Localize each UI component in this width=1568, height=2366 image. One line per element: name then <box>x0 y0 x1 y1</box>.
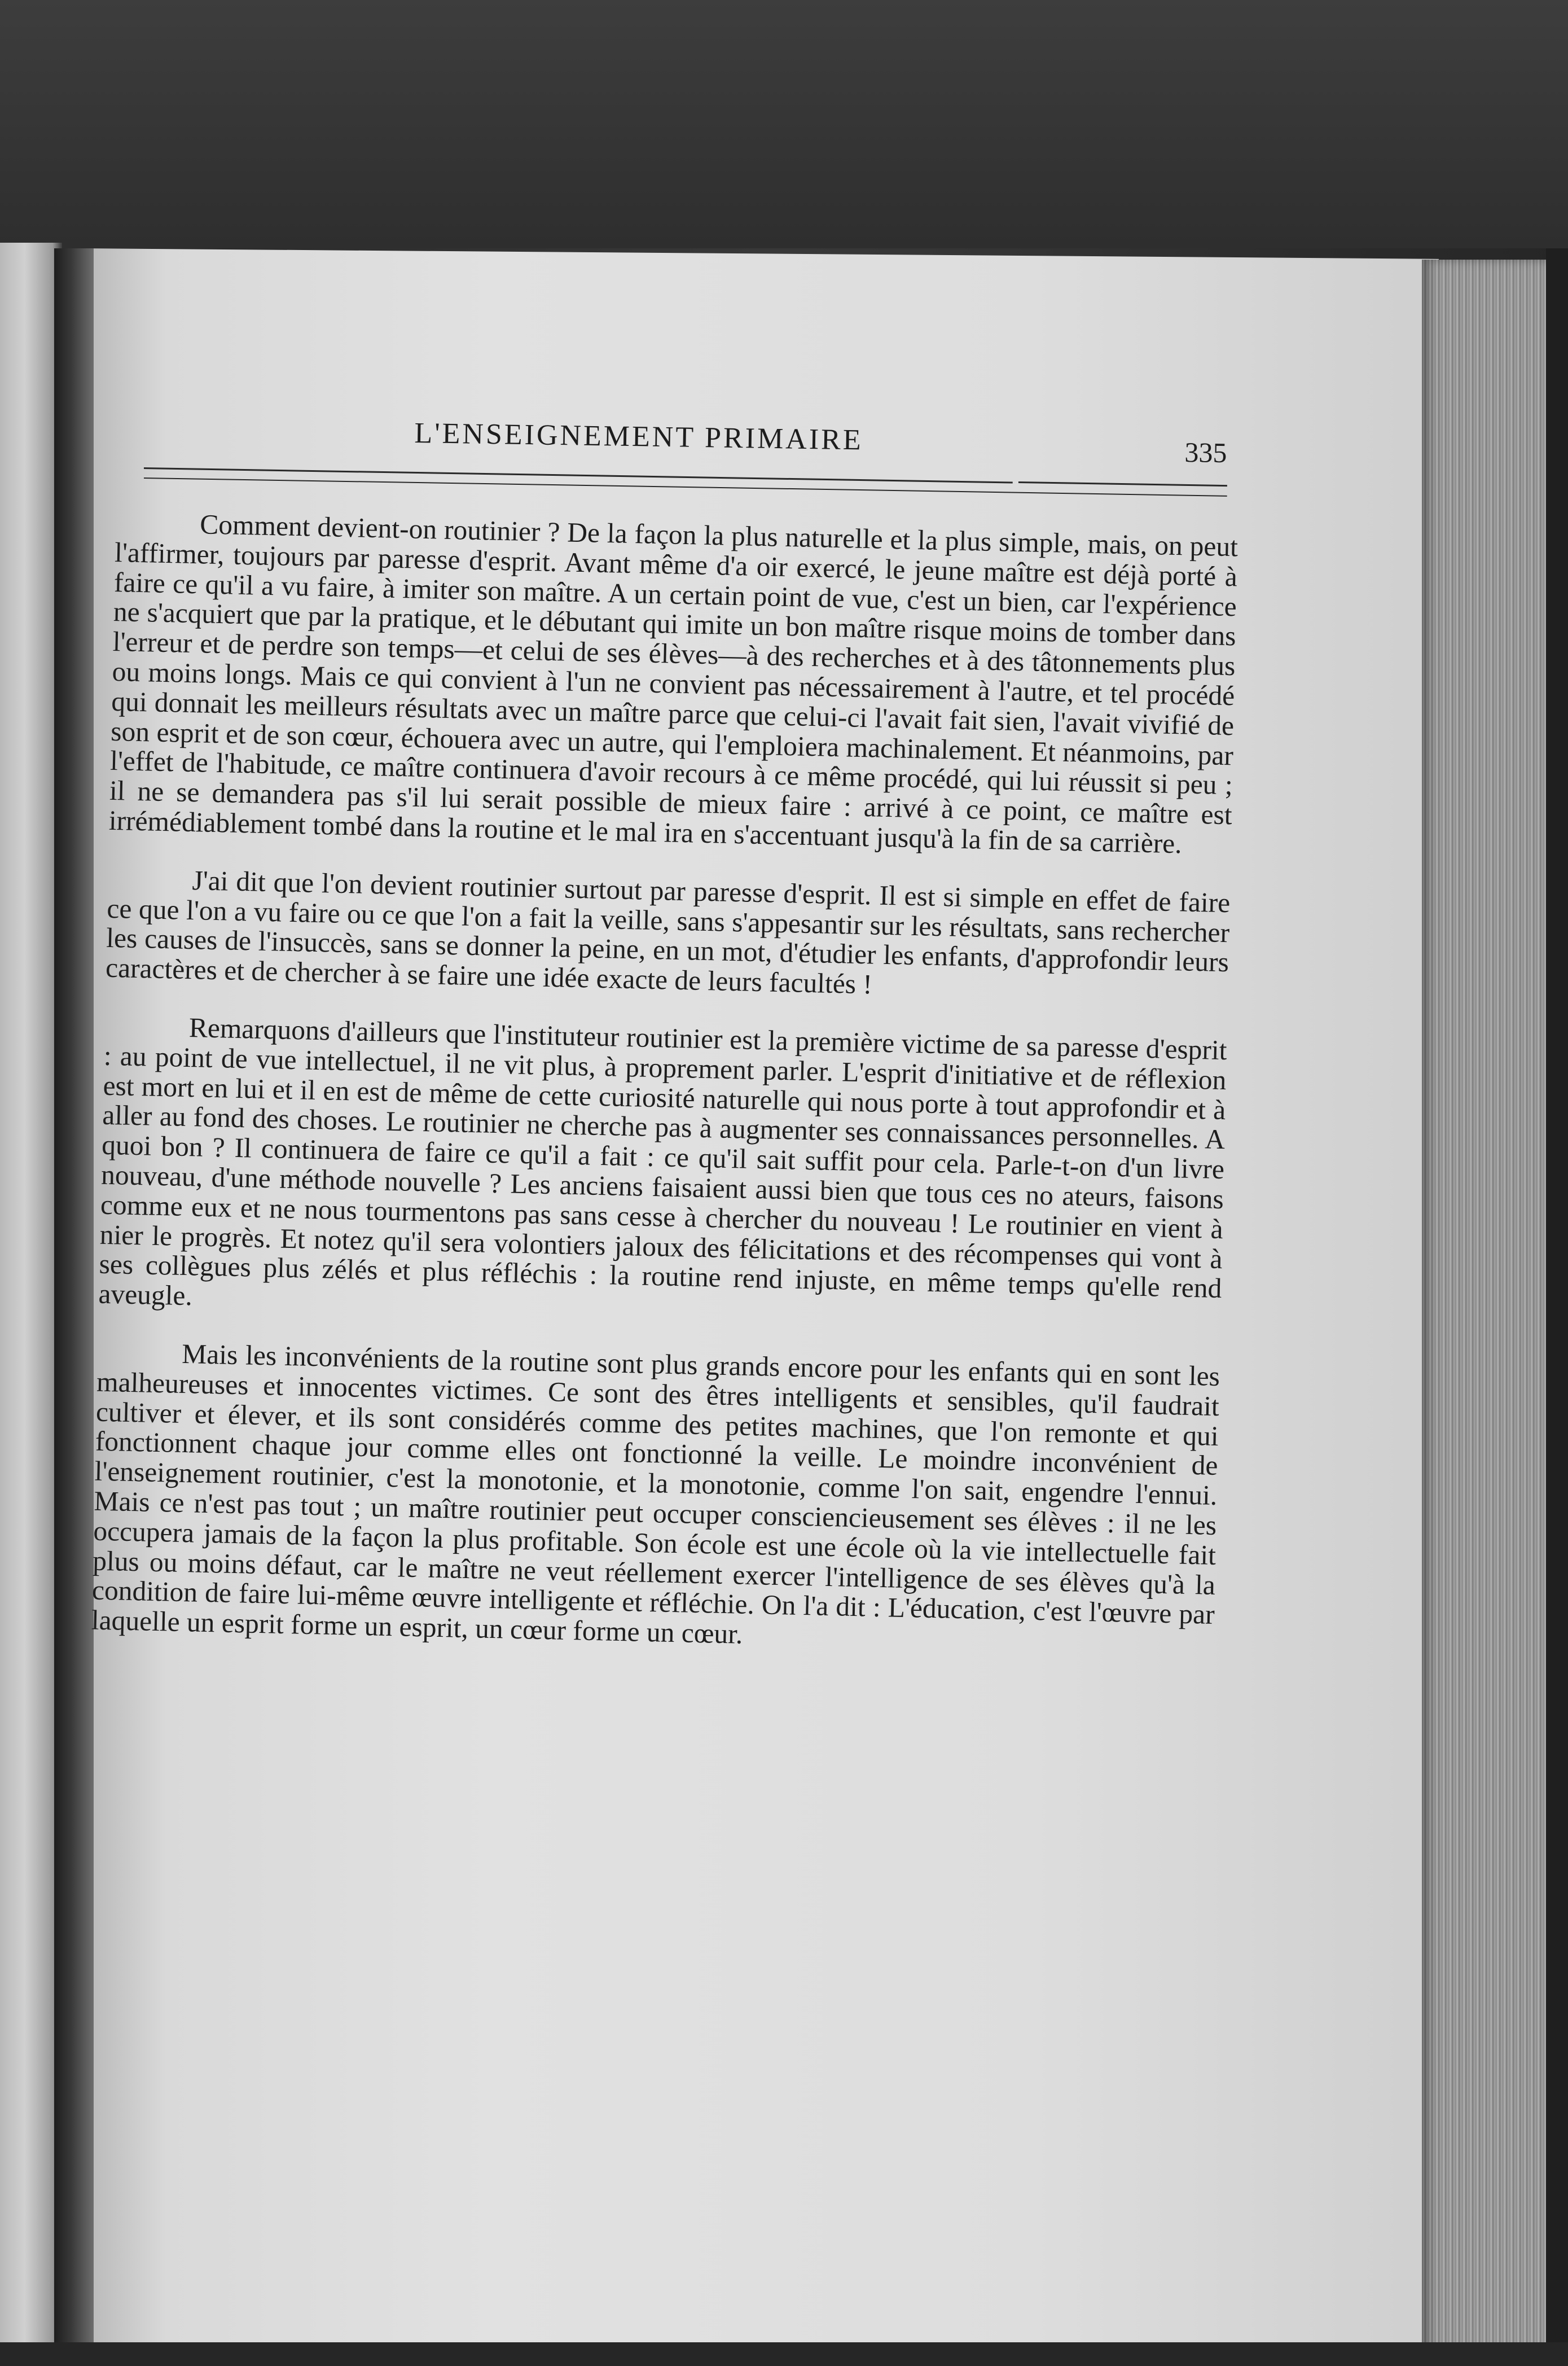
left-facing-page-edge <box>0 243 62 2366</box>
bottom-background-strip <box>0 2342 1568 2366</box>
paragraph-children-victims: Mais les inconvénients de la routine sont plus grands encore pour les enfants qui en sont les malheureuses et innocentes victimes. Ce sont des êtres intelligents et sensibles, qu'il faudrait cultiver et élever, et ils sont considérés comme des petites machines, que l'on remonte et qui fonctionnent chaque jour comme elles ont fonctionné la veille. Le moindre inconvénient de l'enseignement routinier, c'est la monotonie, et la monotonie, comme l'on sait, engendre l'ennui. Mais ce n'est pas tout ; un maître routinier peut occuper consciencieusement ses élèves : il ne les occupera jamais de la façon la plus profitable. Son école est une école où la vie intellectuelle fait plus ou moins défaut, car le maître ne veut réellement exercer l'intelligence de ses élèves qu'à la condition de faire lui-même œuvre intelligente et réfléchie. On l'a dit : L'éducation, c'est l'œuvre par laquelle un esprit forme un esprit, un cœur forme un cœur. <box>91 1338 1220 1650</box>
book-binding-gutter <box>54 248 94 2366</box>
page-body-text <box>91 508 1238 1660</box>
page-number: 335 <box>1184 436 1227 469</box>
right-background-strip <box>1546 248 1568 2366</box>
background-top <box>0 0 1568 248</box>
paragraph-laziness: J'ai dit que l'on devient routinier surtout par paresse d'esprit. Il est si simple en effet de faire ce que l'on a vu faire ou ce que l'on a fait la veille, sans s'appesantir sur les résultats, sans rechercher les causes de l'insuccès, sans se donner la peine, en un mot, d'étudier les enfants, d'approfondir leurs caractères et de chercher à se faire une idée exacte de leurs facultés ! <box>105 864 1231 1000</box>
paragraph-routine-origin: Comment devient-on routinier ? De la façon la plus naturelle et la plus simple, mais, on peut l'affirmer, toujours par paresse d'esprit. Avant même d'a oir exercé, le jeune maître est déjà porté à faire ce qu'il a vu faire, à imiter son maître. A un certain point de vue, c'est un bien, car l'expérience ne s'acquiert que par la pratique, et le débutant qui imite un bon maître risque moins de tomber dans l'erreur et de perdre son temps—et celui de ses élèves—à des recherches et à des tâtonnements plus ou moins longs. Mais ce qui convient à l'un ne convient pas nécessairement à l'autre, et tel procédé qui donnait les meilleurs résultats avec un maître parce que celui-ci l'avait fait sien, l'avait vivifié de son esprit et de son cœur, échouera avec un autre, qui l'emploiera machinalement. Et néanmoins, par l'effet de l'habitude, ce maître continuera d'avoir recours à ce même procédé, qui lui réussit si peu ; il ne se demandera pas s'il lui serait possible de mieux faire : arrivé à ce point, ce maître est irrémédiablement tombé dans la routine et le mal ira en s'accentuant jusqu'à la fin de sa carrière. <box>108 509 1238 860</box>
running-title: L'ENSEIGNEMENT PRIMAIRE <box>414 417 864 457</box>
paragraph-teacher-victim: Remarquons d'ailleurs que l'instituteur routinier est la première victime de sa paresse d'esprit : au point de vue intellectuel, il ne vit plus, à proprement parler. L'esprit d'initiative et de réflexion est mort en lui et il en est de même de cette curiosité naturelle qui nous porte à tout approfondir et à aller au fond des choses. Le routinier ne cherche pas à augmenter ses connaissances personnelles. A quoi bon ? Il continuera de faire ce qu'il a fait : ce qu'il sait suffit pour cela. Parle-t-on d'un livre nouveau, d'une méthode nouvelle ? Les anciens faisaient aussi bien que tous ces no ateurs, faisons comme eux et ne nous tourmentons pas sans cesse à chercher du nouveau ! Le routinier en vient à nier le progrès. Et notez qu'il sera volontiers jaloux des félicitations et des récompenses qui vont à ses collègues plus zélés et plus réfléchis : la routine rend injuste, en même temps qu'elle rend aveugle. <box>98 1012 1228 1312</box>
